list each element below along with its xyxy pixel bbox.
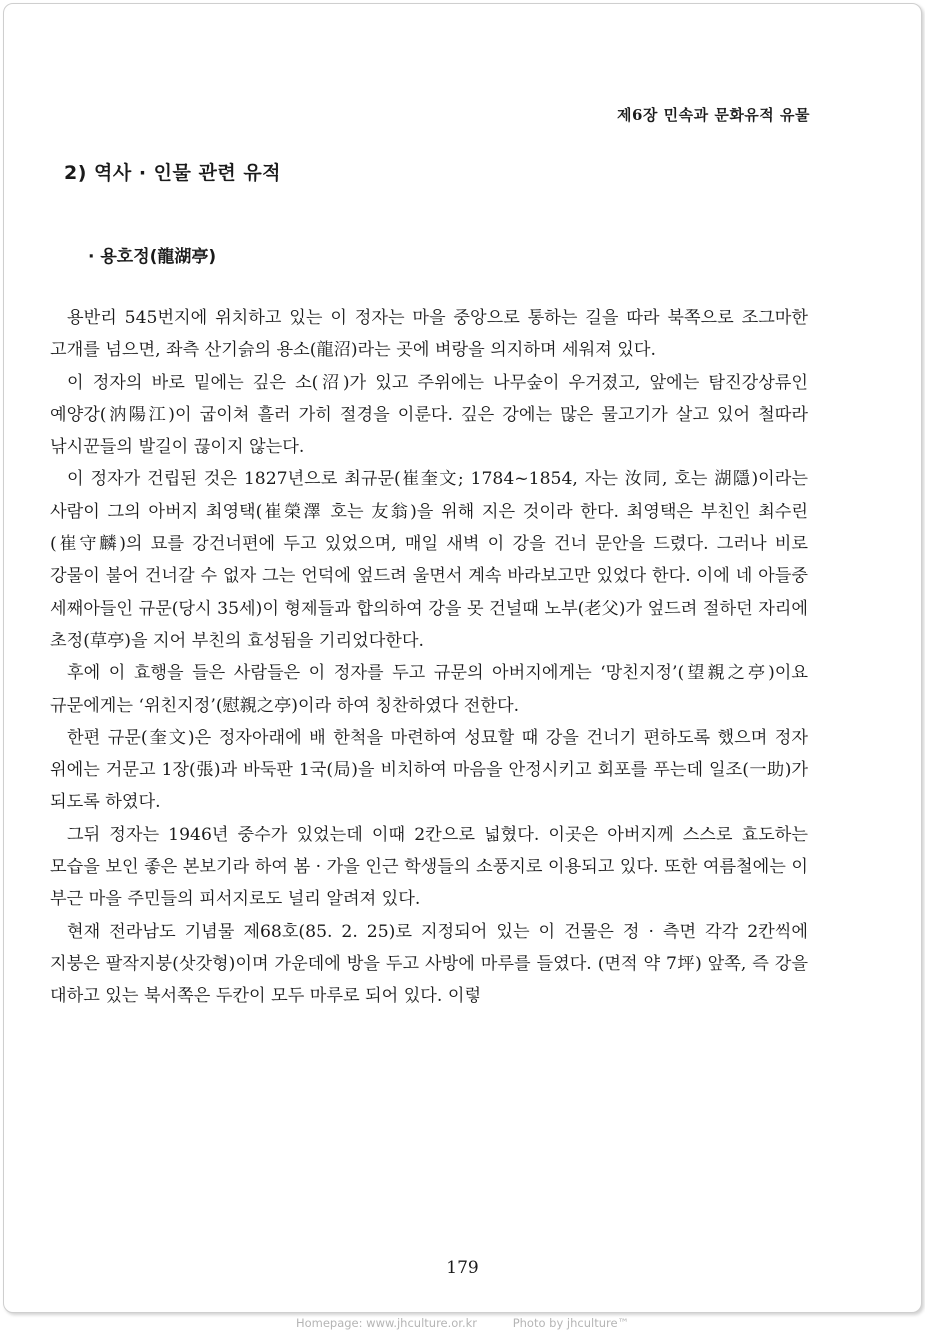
paragraph: 용반리 545번지에 위치하고 있는 이 정자는 마을 중앙으로 통하는 길을 따라 북쪽으로 조그마한 고개를 넘으면, 좌측 산기슭의 용소(龍沼)라는 곳에 벼랑을 의지하며 세워져 있다.	[50, 308, 808, 361]
homepage-link[interactable]: Homepage: www.jhculture.or.kr	[295, 1316, 478, 1330]
paragraph: 한편 규문(奎文)은 정자아래에 배 한척을 마련하여 성묘할 때 강을 건너기 편하도록 했으며 정자 위에는 거문고 1장(張)과 바둑판 1국(局)을 비치하여 마음을 안정시키고 회포를 푸는데 일조(一助)가 되도록 하였다.	[50, 727, 808, 813]
footer-strip	[0, 1316, 925, 1330]
paragraph: 그뒤 정자는 1946년 중수가 있었는데 이때 2칸으로 넓혔다. 이곳은 아버지께 스스로 효도하는 모습을 보인 좋은 본보기라 하여 봄 · 가을 인근 학생들의 소풍지로 이용되고 있다. 또한 여름철에는 이 부근 마을 주민들의 피서지로도 널리 알려져 있다.	[50, 824, 808, 910]
chapter-running-header: 제6장 민속과 문화유적 유물	[617, 106, 810, 124]
paragraph: 현재 전라남도 기념물 제68호(85. 2. 25)로 지정되어 있는 이 건물은 정 · 측면 각각 2칸씩에 지붕은 팔작지붕(삿갓형)이며 가운데에 방을 두고 사방에 마루를 들였다. (면적 약 7坪) 앞쪽, 즉 강을 대하고 있는 북서쪽은 두칸이 모두 마루로 되어 있다. 이렇	[50, 921, 808, 1007]
body-text	[50, 302, 808, 1013]
page-number: 179	[446, 1258, 479, 1278]
paragraph: 이 정자가 건립된 것은 1827년으로 최규문(崔奎文; 1784~1854, 자는 汝同, 호는 湖隱)이라는 사람이 그의 아버지 최영택(崔榮澤 호는 友翁)을 위해 지은 것이라 한다. 최영택은 부친인 최수린(崔守麟)의 묘를 강건너편에 두고 있었으며, 매일 새벽 이 강을 건너 문안을 드렸다. 그러나 비로 강물이 불어 건너갈 수 없자 그는 언덕에 엎드려 울면서 계속 바라보고만 있었다 한다. 이에 네 아들중 세째아들인 규문(당시 35세)이 형제들과 합의하여 강을 못 건널때 노부(老父)가 엎드려 절하던 자리에 초정(草亭)을 지어 부친의 효성됨을 기리었다한다.	[50, 469, 808, 651]
photo-credit: Photo by jhculture™	[512, 1316, 630, 1330]
paragraph: 후에 이 효행을 들은 사람들은 이 정자를 두고 규문의 아버지에게는 ‘망친지정’(望親之亭)이요 규문에게는 ‘위친지정’(慰親之亭)이라 하여 칭찬하였다 전한다.	[50, 663, 808, 716]
subsection-title: · 용호정(龍湖亭)	[88, 247, 217, 267]
section-title: 2) 역사 · 인물 관련 유적	[64, 162, 282, 184]
paragraph: 이 정자의 바로 밑에는 깊은 소(沼)가 있고 주위에는 나무숲이 우거졌고, 앞에는 탐진강상류인 예양강(汭陽江)이 굽이쳐 흘러 가히 절경을 이룬다. 깊은 강에는 많은 물고기가 살고 있어 철따라 낚시꾼들의 발길이 끊이지 않는다.	[50, 372, 808, 458]
